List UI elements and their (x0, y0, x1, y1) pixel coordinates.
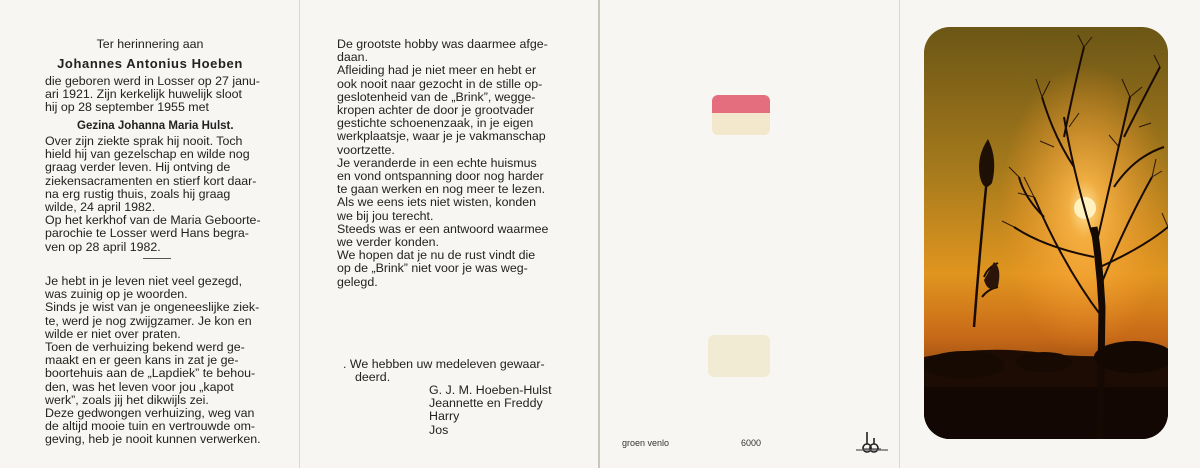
signature-line: G. J. M. Hoeben-Hulst (429, 383, 552, 397)
biography-paragraph (45, 135, 261, 254)
card-number: 6000 (741, 438, 762, 448)
text-line: te, werd je nog zwijgzamer. Je kon en (45, 313, 252, 328)
sunset-photo (924, 27, 1168, 439)
text-line: ven op 28 april 1982. (45, 239, 161, 254)
text-line: geslotenheid van de „Brink”, wegge- (337, 89, 536, 104)
publisher-label: groen venlo (622, 438, 670, 448)
signature-line: Harry (429, 409, 460, 424)
signature-line: Jeannette en Freddy (429, 396, 543, 411)
sunset-image (924, 27, 1168, 439)
text-line: ziekensacramenten en stierf kort daar- (45, 173, 257, 188)
text-line: kropen achter de door je grootvader (337, 103, 534, 118)
page-center-left (300, 0, 600, 468)
text-line: den, was het leven voor jou „kapot (45, 379, 234, 394)
text-line: Toen de verhuizing bekend werd ge- (45, 340, 245, 355)
text-line: Als we eens iets niet wisten, konden (337, 195, 537, 210)
text-line: we bij jou terecht. (337, 208, 434, 223)
text-line: op de „Brink” niet voor je was weg- (337, 261, 528, 276)
text-line: deerd. (355, 370, 391, 385)
text-line: boortehuis aan de „Lapdiek” te behou- (45, 366, 256, 381)
intro-text (45, 75, 260, 115)
hobby-paragraph (337, 38, 548, 289)
page-center-right (602, 0, 900, 468)
text-line: te gaan werken en nog meer te lezen. (337, 182, 546, 197)
text-line: geving, heb je nooit kunnen verwerken. (45, 432, 261, 447)
text-line: daan. (337, 50, 369, 65)
text-line: hij op 28 september 1955 met (45, 100, 209, 115)
thanks-text (343, 358, 545, 384)
signature-line: Jos (429, 422, 449, 437)
text-line: We hopen dat je nu de rust vindt die (337, 248, 536, 263)
text-line: wilde, 24 april 1982. (45, 200, 156, 215)
text-line: Sinds je wist van je ongeneeslijke ziek- (45, 300, 260, 315)
text-line: ook nooit naar gezocht in de stille op- (337, 76, 543, 91)
text-line: die geboren werd in Losser op 27 janu- (45, 74, 260, 88)
text-line: na erg rustig thuis, zoals hij graag (45, 186, 231, 201)
deceased-name: Johannes Antonius Hoeben (57, 56, 243, 71)
text-line: Steeds was er een antwoord waarmee (337, 221, 549, 236)
text-line: de altijd mooie tuin en vertrouwde om- (45, 419, 256, 434)
text-line: gestichte schoenenzaak, in je eigen (337, 116, 534, 131)
text-line: Op het kerkhof van de Maria Geboorte- (45, 213, 261, 228)
text-line: wilde er niet over praten. (45, 326, 181, 341)
logo-caption-mark (856, 449, 888, 451)
text-line: was zuinig op je woorden. (45, 287, 188, 302)
text-line: Deze gedwongen verhuizing, weg van (45, 406, 255, 421)
publisher-logo-icon (860, 429, 884, 453)
text-line: maakt en er geen kans in zat je ge- (45, 353, 239, 368)
text-line: parochie te Losser werd Hans begra- (45, 226, 249, 241)
text-line: Over zijn ziekte sprak hij nooit. Toch (45, 134, 243, 148)
text-line: voortzette. (337, 142, 395, 157)
text-line: gelegd. (337, 274, 378, 289)
adhesive-residue (708, 335, 770, 377)
heading: Ter herinnering aan (96, 37, 204, 51)
page-left (0, 0, 300, 468)
text-line: graag verder leven. Hij ontving de (45, 160, 231, 175)
divider-line (143, 258, 171, 259)
spouse-name: Gezina Johanna Maria Hulst. (77, 120, 234, 132)
text-line: werkplaatsje, waar je je vakmanschap (337, 129, 546, 144)
tribute-paragraph (45, 275, 261, 447)
text-line: Afleiding had je niet meer en hebt er (337, 63, 537, 78)
text-line: De grootste hobby was daarmee afge- (337, 37, 548, 51)
text-line: Je hebt in je leven niet veel gezegd, (45, 274, 243, 288)
text-line: en vond ontspanning door nog harder (337, 169, 544, 184)
text-line: ari 1921. Zijn kerkelijk huwelijk sloot (45, 87, 242, 102)
text-line: we verder konden. (337, 235, 439, 250)
text-line: hield hij van gezelschap en wilde nog (45, 147, 250, 162)
adhesive-residue (712, 95, 770, 135)
text-line: Je veranderde in een echte huismus (337, 155, 537, 170)
signatures (429, 384, 552, 437)
text-line: werk”, zoals jij het dikwijls zei. (45, 392, 209, 407)
text-line: . We hebben uw medeleven gewaar- (343, 357, 545, 371)
